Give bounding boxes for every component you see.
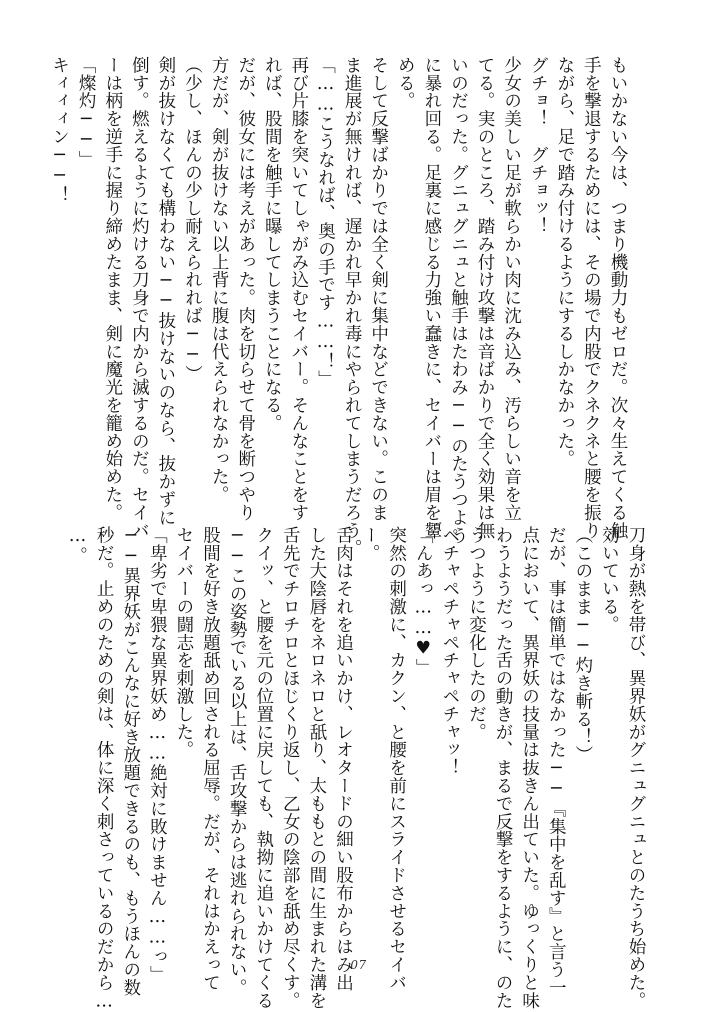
text-line: 効いている。 — [599, 526, 620, 634]
text-line: いのだった。グニュグニュと触手はたわみ──のたうつよう — [448, 56, 469, 545]
text-line: クイッ、と腰を元の位置に戻しても、執拗に追いかけてくる — [253, 526, 274, 1010]
text-line: てる。実のところ、踏み付け攻撃は音ばかりで全く効果は無 — [475, 56, 496, 540]
text-line: 剣が抜けなくても構わない──抜けないのなら、抜かずに — [155, 56, 176, 527]
text-line: わうようだった舌の動きが、まるで反撃をするように、のた — [493, 526, 514, 1010]
text-line: 舌肉はそれを追いかけ、レオタードの細い股布からはみ出 — [333, 526, 354, 992]
text-line: （このまま──灼き斬る！） — [572, 526, 593, 764]
text-line: うつように変化したのだ。 — [466, 526, 487, 741]
text-line: ー。 — [360, 526, 381, 562]
text-line: 倒す。燃えるように灼ける刀身で内から滅するのだ。セイバ — [129, 56, 150, 540]
text-line: 舌先でチロチロとほじくり返し、乙女の陰部を舐め尽くす。 — [280, 526, 301, 1010]
text-line: れば、股間を触手に曝してしまうことになる。 — [262, 56, 283, 432]
text-line: 刀身が熱を帯び、異界妖がグニュグニュとのたうち始めた。 — [626, 526, 646, 1010]
text-line: セイバーの闘志を刺激した。 — [173, 526, 194, 759]
text-line: 方だが、剣が抜けない以上背に腹は代えられなかった。 — [209, 56, 230, 504]
text-line: （少し、ほんの少し耐えられれば──） — [182, 56, 203, 384]
text-line: 再び片膝を突いてしゃがみ込むセイバー。そんなことをす — [288, 56, 309, 522]
text-line: 「卑劣で卑猥な異界妖め……絶対に敗けません……っ」 — [147, 526, 168, 984]
text-line: そして反撃ばかりでは全く剣に集中などできない。このま — [368, 56, 389, 522]
text-line: だが、事は簡単ではなかった──『集中を乱す』と言う一 — [546, 526, 567, 997]
upper-text-block — [46, 56, 631, 558]
text-line: に暴れ回る。足裏に感じる力強い蠢きに、セイバーは眉を顰 — [421, 56, 442, 540]
text-line: 「……こうなれば、奥の手です……！」 — [315, 56, 336, 389]
text-line: ペチャペチャペチャペチャッ！ — [439, 526, 460, 777]
text-line: 「燦灼──」 — [76, 56, 97, 169]
text-line: もいかない今は、つまり機動力もゼロだ。次々生えてくる触 — [608, 56, 628, 540]
text-line: キィィィン──！ — [49, 56, 70, 205]
text-line: …。 — [67, 526, 88, 565]
text-line: だが、彼女には考えがあった。肉を切らせて骨を断つやり — [235, 56, 256, 522]
text-line: 点において、異界妖の技量は抜きん出ていた。ゆっくりと味 — [519, 526, 540, 1010]
text-line: 股間を好き放題舐め回される屈辱。だが、それはかえって — [200, 526, 221, 992]
text-line: ーは柄を逆手に握り締めたまま、剣に魔光を籠め始めた。 — [102, 56, 123, 522]
text-line: グチョ！ グチョッ！ — [528, 56, 549, 235]
page-number: 07 — [350, 958, 367, 972]
text-line: 秒だ。止めのための剣は、体に深く刺さっているのだから… — [94, 526, 115, 1012]
text-line: ──この姿勢でいる以上は、舌攻撃からは逃れられない。 — [227, 526, 248, 997]
text-line: 少女の美しい足が軟らかい肉に沈み込み、汚らしい音を立 — [501, 56, 522, 522]
text-line: した大陰唇をネロネロと舐り、太ももとの間に生まれた溝を — [306, 526, 327, 1010]
text-line: ながら、足で踏み付けるようにするしかなかった。 — [554, 56, 575, 468]
text-line: 「んあっ……♥」 — [413, 526, 434, 677]
text-line: ──異界妖がこんなに好き放題できるのも、もうほんの数 — [120, 526, 141, 997]
text-line: める。 — [395, 56, 416, 110]
text-line: 突然の刺激に、カクン、と腰を前にスライドさせるセイバ — [386, 526, 407, 992]
text-line: 手を撃退するためには、その場で内股でクネクネと腰を振り — [581, 56, 602, 540]
text-line: ま進展が無ければ、遅かれ早かれ毒にやられてしまうだろう。 — [342, 56, 363, 558]
